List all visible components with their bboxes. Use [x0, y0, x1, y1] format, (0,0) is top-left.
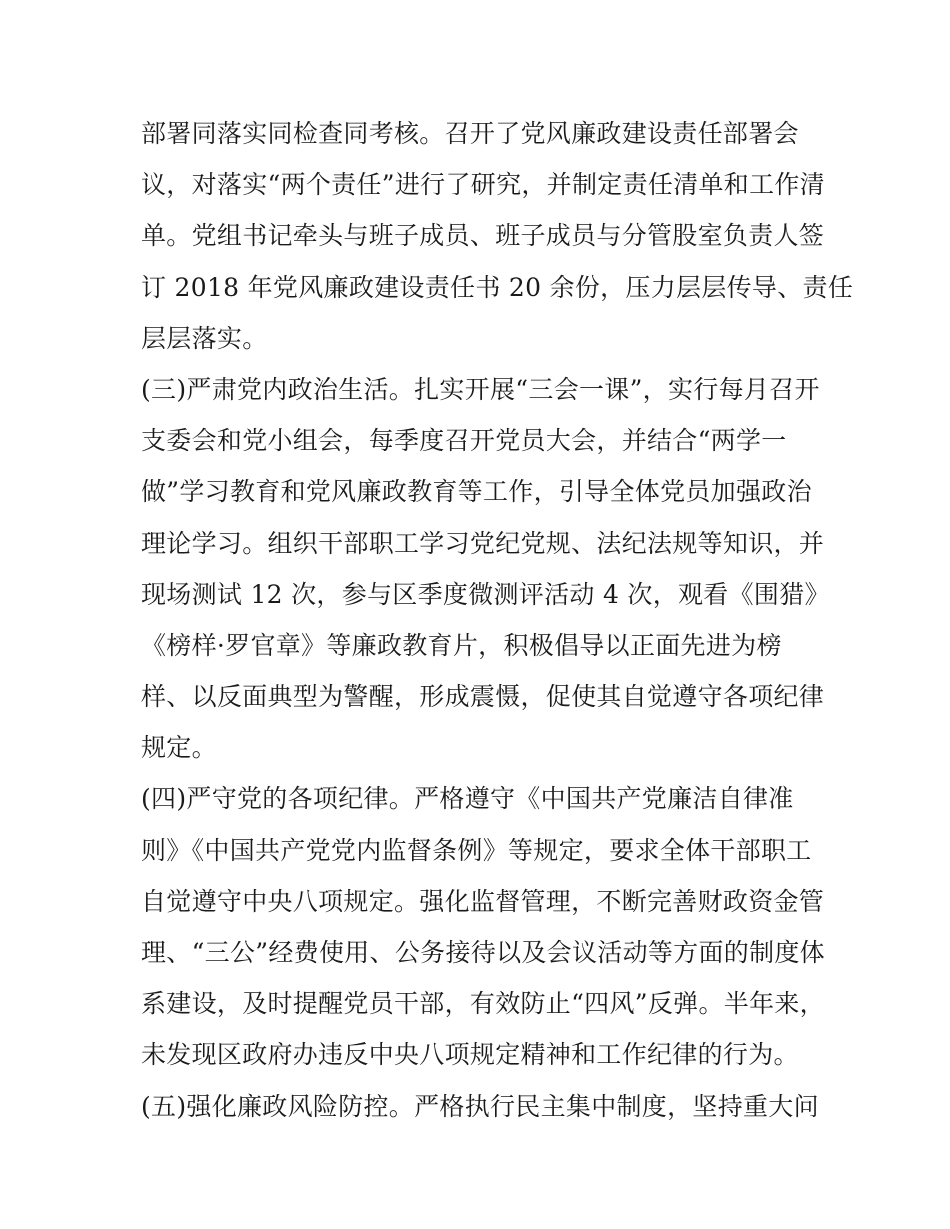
text-line: 理论学习。组织干部职工学习党纪党规、法纪法规等知识，并 [141, 528, 825, 558]
text-line: 层层落实。 [141, 323, 268, 353]
text-line: 理、“三公”经费使用、公务接待以及会议活动等方面的制度体 [141, 938, 825, 967]
text-line: 部署同落实同检查同考核。召开了党风廉政建设责任部署会 [141, 119, 799, 148]
text-line: 样、以反面典型为警醒，形成震慑，促使其自觉遵守各项纪律 [141, 682, 825, 712]
text-line: 订 2018 年党风廉政建设责任书 20 余份，压力层层传导、责任 [141, 272, 854, 302]
text-line: 规定。 [141, 733, 217, 763]
text-line: 支委会和党小组会，每季度召开党员大会，并结合“两学一 [141, 426, 787, 456]
text-line: 自觉遵守中央八项规定。强化监督管理，不断完善财政资金管 [141, 886, 825, 916]
text-line: 则》《中国共产党党内监督条例》等规定，要求全体干部职工 [141, 835, 812, 865]
section-heading-line: (五)强化廉政风险防控。严格执行民主集中制度，坚持重大问 [141, 1091, 819, 1121]
section-heading-line: (三)严肃党内政治生活。扎实开展“三会一课”，实行每月召开 [141, 374, 820, 404]
text-line: 未发现区政府办违反中央八项规定精神和工作纪律的行为。 [141, 1040, 799, 1070]
section-heading-line: (四)严守党的各项纪律。严格遵守《中国共产党廉洁自律准 [141, 784, 794, 814]
text-line: 现场测试 12 次，参与区季度微测评活动 4 次，观看《围猎》 [141, 579, 830, 609]
body-text [141, 108, 854, 1132]
text-line: 《榜样·罗官章》等廉政教育片，积极倡导以正面先进为榜 [141, 630, 782, 660]
text-line: 单。党组书记牵头与班子成员、班子成员与分管股室负责人签 [141, 221, 825, 251]
text-line: 议，对落实“两个责任”进行了研究，并制定责任清单和工作清 [141, 170, 825, 200]
text-line: 做”学习教育和党风廉政教育等工作，引导全体党员加强政治 [141, 477, 812, 507]
text-line: 系建设，及时提醒党员干部，有效防止“四风”反弹。半年来， [141, 989, 825, 1019]
